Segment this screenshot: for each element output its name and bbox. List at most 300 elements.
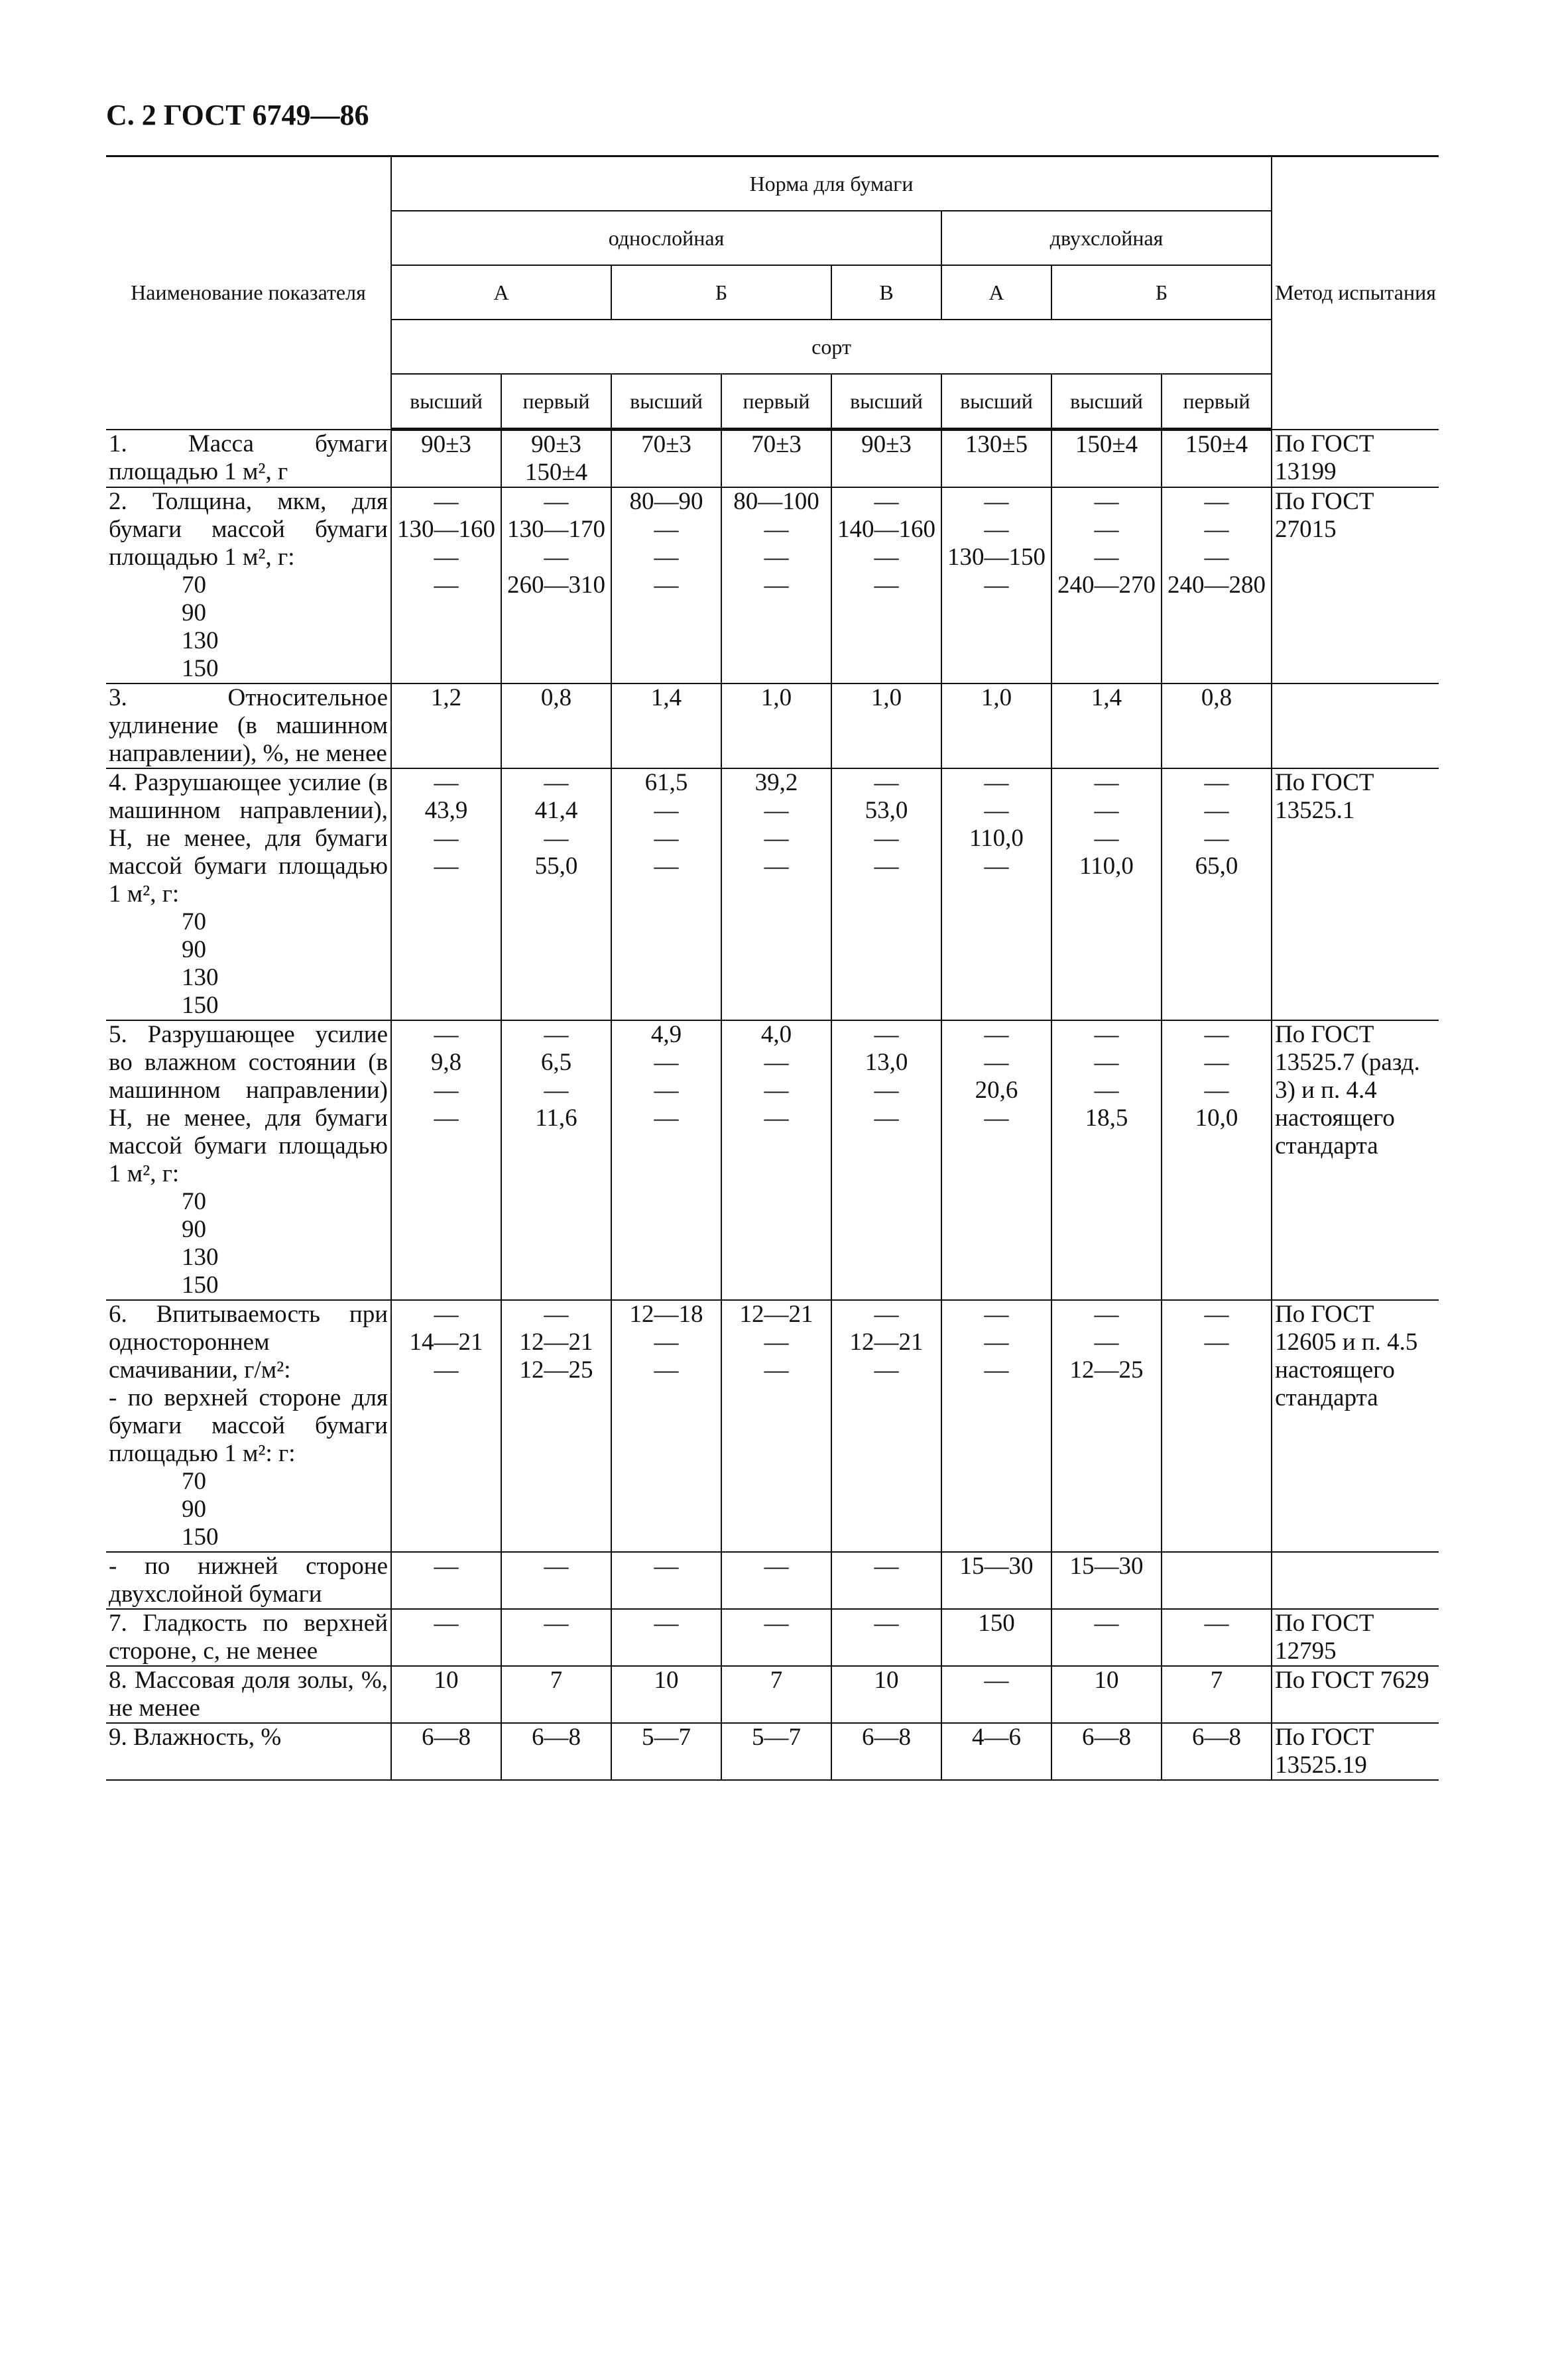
cell-value: — — [764, 1610, 789, 1637]
cell-value: — — [654, 544, 679, 571]
cell-value: — — [1094, 1610, 1119, 1637]
value-cell — [391, 1300, 501, 1552]
cell-value: 1,0 — [981, 684, 1012, 711]
cell-value: 18,5 — [1085, 1104, 1128, 1132]
row-gram-label: 90 — [182, 936, 206, 963]
cell-value: — — [764, 516, 789, 543]
table-row — [106, 1666, 1439, 1723]
cell-value: — — [1094, 797, 1119, 824]
value-cell — [611, 487, 721, 684]
row-name-cell — [106, 1552, 391, 1609]
cell-value: 130±5 — [965, 431, 1028, 458]
cell-value: 6—8 — [862, 1724, 911, 1751]
table-row — [106, 1020, 1439, 1300]
row-name-cell — [106, 1666, 391, 1723]
cell-value: — — [544, 769, 569, 796]
value-cell — [1162, 1723, 1272, 1780]
cell-value: — — [1204, 1021, 1229, 1048]
cell-value: — — [654, 1356, 679, 1384]
cell-value: — — [764, 853, 789, 880]
row-name: 6. Впитываемость при одностороннем смачивании, г/м²: — [109, 1301, 388, 1384]
value-cell — [611, 768, 721, 1020]
cell-value: 110,0 — [1079, 853, 1134, 880]
row-name: 4. Разрушающее усилие (в машинном направлении), Н, не менее, для бумаги массой бумаги площадью 1 м², г: — [109, 769, 388, 908]
cell-value: 70±3 — [751, 431, 802, 458]
cell-value: — — [544, 825, 569, 852]
cell-value: — — [984, 488, 1009, 515]
cell-value: — — [764, 1049, 789, 1076]
row-method: По ГОСТ 13525.1 — [1272, 768, 1439, 1020]
value-cell — [501, 1609, 611, 1666]
cell-value: — — [434, 1301, 459, 1328]
cell-value: 1,0 — [870, 684, 902, 711]
column-header-method: Метод испытания — [1272, 156, 1439, 430]
value-cell — [501, 768, 611, 1020]
value-cell — [941, 1666, 1051, 1723]
row-method: По ГОСТ 27015 — [1272, 487, 1439, 684]
value-cell — [501, 1723, 611, 1780]
cell-value: — — [1094, 1301, 1119, 1328]
value-cell — [721, 487, 831, 684]
row-gram-label: 150 — [182, 655, 219, 682]
cell-value: 1,0 — [760, 684, 792, 711]
row-name-cell — [106, 487, 391, 684]
value-cell — [1051, 1300, 1162, 1552]
cell-value: — — [654, 1329, 679, 1356]
row-gram-label: 150 — [182, 992, 219, 1019]
cell-value: 10 — [654, 1667, 679, 1694]
cell-value: 10 — [874, 1667, 899, 1694]
cell-value: — — [1094, 516, 1119, 543]
value-cell — [721, 430, 831, 488]
value-cell — [391, 487, 501, 684]
cell-value: — — [764, 797, 789, 824]
value-cell — [941, 1300, 1051, 1552]
cell-value: 14—21 — [409, 1329, 483, 1356]
value-cell — [391, 1609, 501, 1666]
value-cell — [1051, 684, 1162, 768]
row-gram-label: 70 — [182, 908, 206, 935]
value-cell — [391, 768, 501, 1020]
cell-value: 15—30 — [1069, 1553, 1144, 1580]
cell-value: — — [544, 488, 569, 515]
cell-value: — — [1204, 825, 1229, 852]
cell-value: — — [874, 853, 899, 880]
value-cell — [721, 1609, 831, 1666]
value-cell — [1162, 1552, 1272, 1609]
cell-value: 140—160 — [837, 516, 935, 543]
cell-value: — — [544, 1021, 569, 1048]
value-cell — [721, 1300, 831, 1552]
cell-value: 130—160 — [397, 516, 495, 543]
cell-value: — — [764, 544, 789, 571]
cell-value: 12—18 — [629, 1301, 703, 1328]
row-gram-label: 150 — [182, 1523, 219, 1551]
cell-value: — — [434, 1610, 459, 1637]
row-name: - по нижней стороне двухслойной бумаги — [109, 1553, 388, 1608]
cell-value: — — [544, 544, 569, 571]
value-cell — [831, 768, 941, 1020]
row-name: - по верхней стороне для бумаги массой бумаги площадью 1 м²: г: — [109, 1384, 388, 1467]
cell-value: — — [654, 1610, 679, 1637]
cell-value: — — [434, 825, 459, 852]
cell-value: 4,9 — [650, 1021, 682, 1048]
value-cell — [501, 1552, 611, 1609]
row-gram-label: 70 — [182, 1468, 206, 1495]
value-cell — [1051, 1609, 1162, 1666]
cell-value: 90±3 — [421, 431, 471, 458]
cell-value: 12—21 — [519, 1329, 593, 1356]
cell-value: — — [984, 1104, 1009, 1132]
cell-value: — — [1204, 544, 1229, 571]
cell-value: — — [654, 797, 679, 824]
cell-value: — — [544, 1301, 569, 1328]
value-cell — [1051, 1723, 1162, 1780]
row-gram-label: 90 — [182, 1216, 206, 1243]
cell-value: — — [1204, 1049, 1229, 1076]
value-cell — [1162, 1609, 1272, 1666]
cell-value: 260—310 — [507, 571, 605, 599]
column-header-type: Б — [1051, 265, 1272, 320]
table-body — [106, 430, 1439, 1781]
value-cell — [611, 430, 721, 488]
cell-value: 43,9 — [424, 797, 468, 824]
row-method: По ГОСТ 12795 — [1272, 1609, 1439, 1666]
value-cell — [611, 1020, 721, 1300]
row-method: По ГОСТ 13525.7 (разд. 3) и п. 4.4 настоящего стандарта — [1272, 1020, 1439, 1300]
value-cell — [1051, 768, 1162, 1020]
row-name-cell — [106, 684, 391, 768]
row-method: По ГОСТ 13199 — [1272, 430, 1439, 488]
cell-value: — — [874, 571, 899, 599]
row-name-cell — [106, 430, 391, 488]
value-cell — [721, 684, 831, 768]
value-cell — [941, 1552, 1051, 1609]
cell-value: 0,8 — [540, 684, 572, 711]
row-gram-label: 90 — [182, 1496, 206, 1523]
cell-value: — — [874, 1077, 899, 1104]
cell-value: 0,8 — [1201, 684, 1232, 711]
row-gram-label: 70 — [182, 571, 206, 599]
cell-value: — — [874, 1610, 899, 1637]
cell-value: 110,0 — [969, 825, 1024, 852]
cell-value: 12—25 — [519, 1356, 593, 1384]
row-name: 9. Влажность, % — [109, 1724, 282, 1751]
column-header-type: А — [391, 265, 611, 320]
row-grams — [109, 1188, 388, 1299]
row-method: По ГОСТ 7629 — [1272, 1666, 1439, 1723]
cell-value: — — [874, 1553, 899, 1580]
cell-value: — — [984, 853, 1009, 880]
cell-value — [1165, 1356, 1268, 1384]
value-cell — [391, 430, 501, 488]
cell-value: 150±4 — [1075, 431, 1138, 458]
cell-value: — — [984, 797, 1009, 824]
cell-value: 20,6 — [975, 1077, 1018, 1104]
cell-value: 39,2 — [754, 769, 798, 796]
cell-value: — — [654, 853, 679, 880]
cell-value: 5—7 — [642, 1724, 691, 1751]
cell-value — [1165, 1553, 1268, 1580]
cell-value: — — [434, 853, 459, 880]
cell-value: 130—170 — [507, 516, 605, 543]
value-cell — [831, 430, 941, 488]
cell-value: 13,0 — [865, 1049, 908, 1076]
cell-value: — — [434, 1021, 459, 1048]
value-cell — [611, 1666, 721, 1723]
value-cell — [501, 1020, 611, 1300]
table-row — [106, 684, 1439, 768]
cell-value: 53,0 — [865, 797, 908, 824]
cell-value: 6—8 — [1082, 1724, 1131, 1751]
cell-value: 1,4 — [1091, 684, 1122, 711]
value-cell — [721, 1666, 831, 1723]
cell-value: — — [1094, 1329, 1119, 1356]
cell-value: — — [654, 1049, 679, 1076]
cell-value: 1,4 — [650, 684, 682, 711]
column-header-norm: Норма для бумаги — [391, 156, 1272, 211]
value-cell — [721, 1020, 831, 1300]
cell-value: — — [654, 516, 679, 543]
cell-value: — — [764, 1356, 789, 1384]
cell-value: — — [874, 1301, 899, 1328]
spec-table — [106, 155, 1439, 1781]
row-gram-label: 150 — [182, 1272, 219, 1299]
cell-value: — — [874, 488, 899, 515]
cell-value: 150±4 — [1185, 431, 1248, 458]
cell-value: 11,6 — [535, 1104, 577, 1132]
cell-value: 6—8 — [422, 1724, 471, 1751]
value-cell — [391, 1552, 501, 1609]
cell-value: — — [1094, 488, 1119, 515]
value-cell — [1051, 1666, 1162, 1723]
cell-value: — — [434, 769, 459, 796]
cell-value: — — [984, 516, 1009, 543]
value-cell — [941, 430, 1051, 488]
cell-value: — — [874, 769, 899, 796]
value-cell — [611, 1723, 721, 1780]
cell-value: 15—30 — [959, 1553, 1034, 1580]
value-cell — [501, 684, 611, 768]
cell-value: — — [984, 1021, 1009, 1048]
value-cell — [721, 1552, 831, 1609]
column-header-type: Б — [611, 265, 831, 320]
value-cell — [941, 487, 1051, 684]
column-header-single-layer: однослойная — [391, 211, 941, 265]
cell-value: 12—21 — [849, 1329, 924, 1356]
cell-value: 6—8 — [1192, 1724, 1242, 1751]
table-row — [106, 1300, 1439, 1552]
value-cell — [501, 1666, 611, 1723]
cell-value: — — [764, 1553, 789, 1580]
value-cell — [831, 1609, 941, 1666]
row-grams — [109, 908, 388, 1020]
value-cell — [611, 1609, 721, 1666]
column-header-type: А — [941, 265, 1051, 320]
cell-value: — — [434, 1553, 459, 1580]
cell-value: 5—7 — [752, 1724, 801, 1751]
cell-value: — — [1204, 797, 1229, 824]
column-header-grade-value: первый — [1162, 374, 1272, 430]
cell-value: 7 — [550, 1667, 563, 1694]
value-cell — [831, 1300, 941, 1552]
cell-value: — — [1204, 1610, 1229, 1637]
cell-value: 7 — [1210, 1667, 1223, 1694]
row-grams — [109, 1468, 388, 1551]
value-cell — [941, 1723, 1051, 1780]
row-grams — [109, 571, 388, 683]
row-gram-label: 130 — [182, 627, 219, 654]
value-cell — [941, 1020, 1051, 1300]
page-header: С. 2 ГОСТ 6749—86 — [106, 99, 369, 131]
value-cell — [1162, 1020, 1272, 1300]
value-cell — [391, 1020, 501, 1300]
value-cell — [941, 768, 1051, 1020]
cell-value: — — [1204, 516, 1229, 543]
cell-value: — — [984, 1301, 1009, 1328]
cell-value: — — [434, 1356, 459, 1384]
value-cell — [501, 1300, 611, 1552]
column-header-grade-value: первый — [721, 374, 831, 430]
cell-value: 80—90 — [629, 488, 703, 515]
value-cell — [941, 1609, 1051, 1666]
value-cell — [941, 684, 1051, 768]
cell-value: — — [764, 1329, 789, 1356]
cell-value: 7 — [770, 1667, 783, 1694]
cell-value: — — [984, 571, 1009, 599]
cell-value: — — [654, 1553, 679, 1580]
value-cell — [1162, 684, 1272, 768]
cell-value: 55,0 — [534, 853, 578, 880]
cell-value: — — [434, 1104, 459, 1132]
cell-value: — — [434, 488, 459, 515]
row-name: 8. Массовая доля золы, %, не менее — [109, 1667, 388, 1722]
cell-value: 10 — [1094, 1667, 1119, 1694]
cell-value: — — [1204, 488, 1229, 515]
row-gram-label: 130 — [182, 1244, 219, 1271]
cell-value: — — [984, 1667, 1009, 1694]
value-cell — [391, 1723, 501, 1780]
cell-value: 90±3 — [861, 431, 912, 458]
value-cell — [1162, 1300, 1272, 1552]
column-header-grade-value: высший — [831, 374, 941, 430]
cell-value: 12—25 — [1069, 1356, 1144, 1384]
row-method — [1272, 1552, 1439, 1609]
table-row — [106, 768, 1439, 1020]
cell-value: 4—6 — [972, 1724, 1021, 1751]
cell-value: — — [544, 1553, 569, 1580]
cell-value: — — [984, 1049, 1009, 1076]
cell-value: 12—21 — [739, 1301, 813, 1328]
row-name: 2. Толщина, мкм, для бумаги массой бумаги площадью 1 м², г: — [109, 488, 388, 571]
cell-value: — — [1094, 769, 1119, 796]
value-cell — [721, 768, 831, 1020]
cell-value: — — [1204, 769, 1229, 796]
cell-value: — — [654, 1104, 679, 1132]
column-header-grade-value: высший — [941, 374, 1051, 430]
column-header-grade-value: высший — [1051, 374, 1162, 430]
cell-value: — — [874, 825, 899, 852]
cell-value: — — [1094, 825, 1119, 852]
row-name-cell — [106, 1609, 391, 1666]
cell-value: — — [764, 1077, 789, 1104]
column-header-type: В — [831, 265, 941, 320]
row-name-cell — [106, 1300, 391, 1552]
cell-value: 70±3 — [641, 431, 691, 458]
column-header-grade-value: первый — [501, 374, 611, 430]
cell-value: 61,5 — [644, 769, 688, 796]
cell-value: 240—280 — [1167, 571, 1266, 599]
cell-value: — — [654, 1077, 679, 1104]
cell-value: — — [1204, 1301, 1229, 1328]
value-cell — [611, 684, 721, 768]
cell-value: — — [434, 1077, 459, 1104]
cell-value: — — [764, 1104, 789, 1132]
value-cell — [831, 684, 941, 768]
cell-value: — — [654, 825, 679, 852]
value-cell — [721, 1723, 831, 1780]
row-gram-label: 90 — [182, 599, 206, 626]
cell-value: — — [1094, 1049, 1119, 1076]
cell-value: — — [544, 1077, 569, 1104]
value-cell — [611, 1552, 721, 1609]
value-cell — [1162, 768, 1272, 1020]
value-cell — [831, 487, 941, 684]
cell-value: 90±3 — [531, 431, 581, 458]
table-row — [106, 430, 1439, 488]
cell-value: 65,0 — [1195, 853, 1238, 880]
cell-value: 6—8 — [532, 1724, 581, 1751]
table-row — [106, 1552, 1439, 1609]
cell-value: 150 — [978, 1610, 1015, 1637]
cell-value: — — [1094, 1077, 1119, 1104]
value-cell — [1162, 487, 1272, 684]
cell-value: — — [984, 769, 1009, 796]
row-method — [1272, 684, 1439, 768]
column-header-name: Наименование показателя — [106, 156, 391, 430]
row-name: 7. Гладкость по верхней стороне, с, не менее — [109, 1610, 388, 1665]
row-name: 1. Масса бумаги площадью 1 м², г — [109, 430, 388, 485]
cell-value: — — [1204, 1329, 1229, 1356]
cell-value: — — [984, 1329, 1009, 1356]
value-cell — [391, 1666, 501, 1723]
cell-value: — — [654, 571, 679, 599]
cell-value: 130—150 — [947, 544, 1046, 571]
column-header-double-layer: двухслойная — [941, 211, 1272, 265]
value-cell — [831, 1723, 941, 1780]
cell-value: 80—100 — [733, 488, 819, 515]
row-gram-label: 70 — [182, 1188, 206, 1215]
value-cell — [1051, 1552, 1162, 1609]
column-header-grade-value: высший — [391, 374, 501, 430]
row-method: По ГОСТ 12605 и п. 4.5 настоящего стандарта — [1272, 1300, 1439, 1552]
cell-value: — — [874, 1356, 899, 1384]
value-cell — [831, 1020, 941, 1300]
cell-value: 10,0 — [1195, 1104, 1238, 1132]
value-cell — [501, 430, 611, 488]
cell-value: — — [544, 1610, 569, 1637]
table-row — [106, 487, 1439, 684]
cell-value: — — [874, 544, 899, 571]
cell-value: — — [1094, 1021, 1119, 1048]
row-name: 5. Разрушающее усилие во влажном состоянии (в машинном направлении) Н, не менее, для бумаги массой бумаги площадью 1 м², г: — [109, 1021, 388, 1187]
cell-value: — — [434, 571, 459, 599]
cell-value: — — [764, 825, 789, 852]
value-cell — [1162, 430, 1272, 488]
value-cell — [611, 1300, 721, 1552]
cell-value: 6,5 — [540, 1049, 572, 1076]
cell-value: — — [874, 1104, 899, 1132]
